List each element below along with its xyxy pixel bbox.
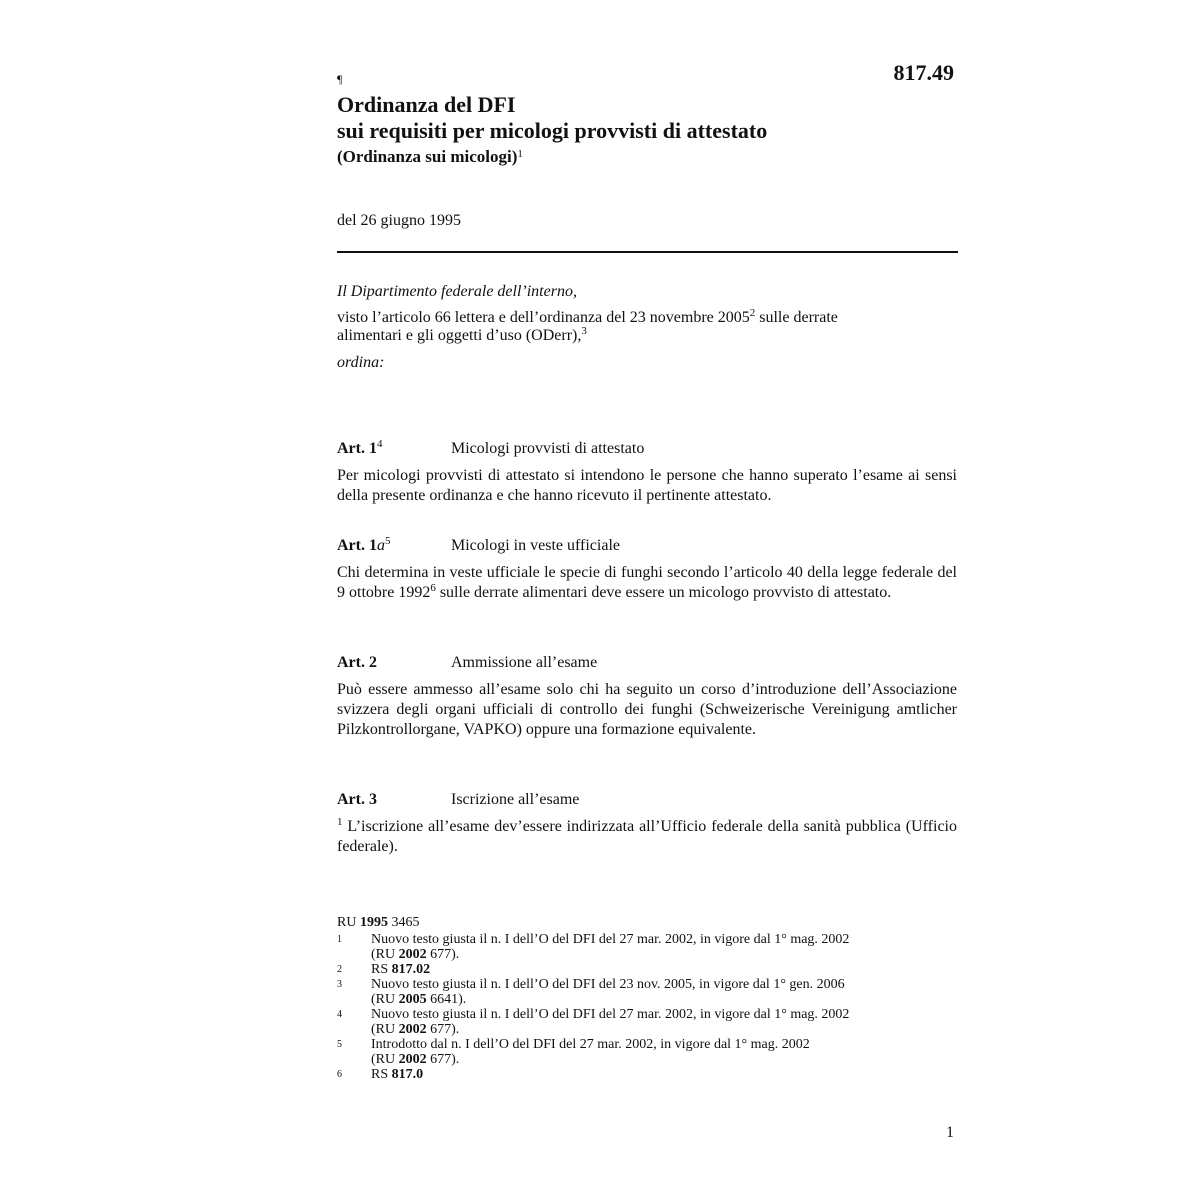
article-number — [337, 439, 451, 459]
footnote-line: Introdotto dal n. I dell’O del DFI del 27 mar. 2002, in vigore dal 1° mag. 2002 — [371, 1037, 810, 1052]
ru-page: 3465 — [387, 915, 420, 930]
preamble-text: visto l’articolo 66 lettera e dell’ordinanza del 23 novembre 2005 — [337, 309, 750, 326]
article-suffix: a — [376, 537, 385, 554]
footnote-text — [371, 932, 957, 962]
ref-text: (RU — [371, 947, 399, 962]
footnote-mark: 6 — [337, 1069, 342, 1080]
article-body: Può essere ammesso all’esame solo chi ha seguito un corso d’introduzione dell’Associazione svizzera degli organi ufficiali di controllo dei funghi (Schweizerische Vereinigung amtlicher Pilzkontrollorgane, VAPKO) oppure una formazione equivalente. — [337, 681, 957, 738]
ru-prefix: RU — [337, 915, 360, 930]
preamble-text: alimentari e gli oggetti d’uso (ODerr), — [337, 327, 582, 344]
article-title: Ammissione all’esame — [451, 654, 598, 671]
ref-year: 2005 — [398, 992, 427, 1007]
footnote-line: Nuovo testo giusta il n. I dell’O del DFI del 23 nov. 2005, in vigore dal 1° gen. 2006 — [371, 977, 845, 992]
footnotes — [337, 915, 957, 1082]
footnote-line — [371, 1052, 957, 1067]
footnote-line — [371, 1022, 957, 1037]
article-body — [337, 563, 957, 603]
footnote-item — [337, 962, 957, 977]
ref-text: (RU — [371, 1022, 399, 1037]
footnote-ref[interactable]: 2 — [749, 307, 756, 319]
footnote-item — [337, 1067, 957, 1082]
footnote-item — [337, 977, 957, 1007]
ru-year: 1995 — [359, 915, 388, 930]
footnote-mark: 1 — [337, 934, 342, 945]
issuing-authority: Il Dipartimento federale dell’interno, — [337, 283, 577, 300]
article-3 — [337, 790, 957, 857]
official-compilation-ref — [337, 915, 957, 930]
ref-year: 2002 — [398, 1022, 427, 1037]
footnote-mark: 4 — [337, 1009, 342, 1020]
article-title: Micologi in veste ufficiale — [451, 537, 620, 554]
article-number — [337, 536, 451, 556]
paragraph-number: 1 — [337, 816, 343, 828]
article-2 — [337, 653, 957, 740]
article-heading — [337, 790, 957, 810]
article-heading — [337, 439, 957, 459]
preamble-text: sulle derrate — [755, 309, 838, 326]
footnote-text — [371, 977, 957, 1007]
article-number: Art. 2 — [337, 654, 377, 671]
sr-reference: 817.02 — [391, 962, 431, 977]
ref-text: 6641). — [426, 992, 467, 1007]
article-number-text: Art. 1 — [337, 537, 377, 554]
footnote-ref[interactable]: 4 — [376, 438, 383, 450]
title-line-1: Ordinanza del DFI — [337, 92, 516, 117]
ref-text: 677). — [426, 1022, 460, 1037]
footnote-text — [371, 1067, 957, 1082]
ref-year: 2002 — [398, 947, 427, 962]
footnote-item — [337, 932, 957, 962]
ref-text: (RU — [371, 992, 399, 1007]
article-body — [337, 817, 957, 857]
sr-reference: 817.0 — [391, 1067, 424, 1082]
footnote-text — [371, 1007, 957, 1037]
footnote-mark: 2 — [337, 964, 342, 975]
footnote-line: Nuovo testo giusta il n. I dell’O del DFI del 27 mar. 2002, in vigore dal 1° mag. 2002 — [371, 1007, 850, 1022]
article-number-text: Art. 1 — [337, 440, 377, 457]
preamble — [337, 283, 957, 372]
horizontal-rule — [337, 251, 958, 253]
article-body: Per micologi provvisti di attestato si intendono le persone che hanno superato l’esame ai sensi della presente ordinanza e che hanno ricevuto il pertinente attestato. — [337, 467, 957, 504]
footnote-line: Nuovo testo giusta il n. I dell’O del DFI del 27 mar. 2002, in vigore dal 1° mag. 2002 — [371, 932, 850, 947]
article-1 — [337, 439, 957, 506]
ordina: ordina: — [337, 354, 385, 371]
ref-text: 677). — [426, 1052, 460, 1067]
footnote-mark: 3 — [337, 979, 342, 990]
page-number: 1 — [946, 1124, 954, 1141]
footnote-mark: 5 — [337, 1039, 342, 1050]
article-number: Art. 3 — [337, 791, 377, 808]
footnote-line: RS — [371, 962, 392, 977]
article-body-text: sulle derrate alimentari deve essere un micologo provvisto di attestato. — [435, 584, 892, 601]
article-heading — [337, 536, 957, 556]
article-title: Micologi provvisti di attestato — [451, 440, 645, 457]
footnote-ref[interactable]: 5 — [384, 535, 391, 547]
ref-text: (RU — [371, 1052, 399, 1067]
footnote-text — [371, 1037, 957, 1067]
footnote-text — [371, 962, 957, 977]
article-heading — [337, 653, 957, 673]
footnote-ref[interactable]: 1 — [517, 148, 523, 160]
footnote-item — [337, 1037, 957, 1067]
footnote-item — [337, 1007, 957, 1037]
ref-text: 677). — [426, 947, 460, 962]
sr-number: 817.49 — [893, 60, 954, 85]
article-body-text: Chi determina in veste ufficiale le specie di funghi secondo l’articolo 40 della legge federale del 9 ottobre 1992 — [337, 564, 957, 601]
short-title-text: (Ordinanza sui micologi) — [337, 147, 518, 166]
preamble-line-2 — [337, 327, 957, 345]
footnote-ref[interactable]: 6 — [430, 582, 436, 594]
article-1a — [337, 536, 957, 603]
pilcrow-mark: ¶ — [337, 72, 343, 86]
short-title — [337, 147, 957, 167]
ordinance-date: del 26 giugno 1995 — [337, 212, 461, 229]
title-line-2: sui requisiti per micologi provvisti di attestato — [337, 118, 768, 143]
footnote-ref[interactable]: 3 — [581, 325, 587, 337]
article-title: Iscrizione all’esame — [451, 791, 580, 808]
footnote-line — [371, 992, 957, 1007]
preamble-line-1 — [337, 309, 957, 327]
footnote-line: RS — [371, 1067, 392, 1082]
article-body-text: L’iscrizione all’esame dev’essere indirizzata all’Ufficio federale della sanità pubblica (Ufficio federale). — [337, 818, 957, 855]
ref-year: 2002 — [398, 1052, 427, 1067]
document-title — [337, 92, 957, 167]
footnote-line — [371, 947, 957, 962]
